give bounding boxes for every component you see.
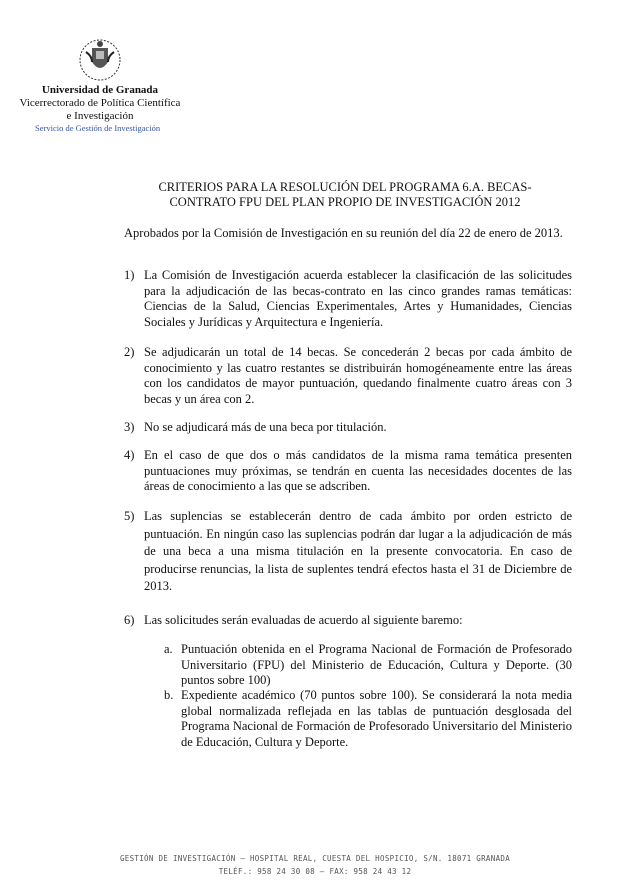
item-number: 6): [124, 613, 135, 627]
item-number: 5): [124, 509, 135, 523]
approval-statement: Aprobados por la Comisión de Investigación en su reunión del día 22 de enero de 2013.: [124, 226, 563, 240]
item-text: En el caso de que dos o más candidatos de la misma rama temática presenten puntuaciones muy próximas, se tendrán en cuenta las necesidades docentes de las áreas de conocimiento a las que se adscriben.: [144, 448, 572, 493]
title-line1: CRITERIOS PARA LA RESOLUCIÓN DEL PROGRAMA 6.A. BECAS-: [158, 180, 532, 194]
sub-list-item: [164, 688, 572, 750]
item-number: 2): [124, 345, 135, 359]
subitem-letter: b.: [164, 688, 174, 702]
vicerrectorado-line1: Vicerrectorado de Política Científica: [19, 97, 181, 109]
list-item: [124, 448, 572, 495]
item-text: Las suplencias se establecerán dentro de cada ámbito por orden estricto de puntuación. En ningún caso las suplencias podrán dar lugar a la adjudicación de más de una beca a una misma titulación en la presente convocatoria. En caso de producirse renuncias, la lista de suplentes tendrá efectos hasta el 31 de Diciembre de 2013.: [144, 509, 572, 593]
item-number: 1): [124, 268, 135, 282]
subitem-text: Puntuación obtenida en el Programa Nacional de Formación de Profesorado Universitario (FPU) del Ministerio de Educación, Cultura y Deporte. (30 puntos sobre 100): [181, 642, 572, 687]
title-line2: CONTRATO FPU DEL PLAN PROPIO DE INVESTIGACIÓN 2012: [169, 195, 521, 209]
item-text: Se adjudicarán un total de 14 becas. Se concederán 2 becas por cada ámbito de conocimiento y las cuatro restantes se distribuirán homogéneamente entre las áreas con los candidatos de mayor puntuación, quedando finalmente cuatro áreas con 3 becas y un área con 2.: [144, 345, 572, 406]
item-text: Las solicitudes serán evaluadas de acuerdo al siguiente baremo:: [144, 613, 463, 627]
university-crest-icon: [78, 36, 122, 84]
list-item: [124, 508, 572, 596]
page-footer: [0, 852, 630, 878]
subitem-letter: a.: [164, 642, 173, 656]
sub-list-item: [164, 642, 572, 689]
servicio-name: Servicio de Gestión de Investigación: [35, 123, 161, 133]
document-title: [140, 180, 550, 210]
letterhead: [0, 36, 200, 123]
item-text: No se adjudicará más de una beca por titulación.: [144, 420, 387, 434]
vicerrectorado-line2: e Investigación: [66, 110, 134, 122]
item-number: 4): [124, 448, 135, 462]
list-item: [124, 345, 572, 407]
list-item: [124, 613, 572, 629]
subitem-text: Expediente académico (70 puntos sobre 100). Se considerará la nota media global normalizada reflejada en las tablas de puntuación desglosada del Programa Nacional de Formación de Profesorado Universitario del Ministerio de Educación, Cultura y Deporte.: [181, 688, 572, 749]
list-item: [124, 420, 572, 436]
footer-phone: TELÉF.: 958 24 30 08 – FAX: 958 24 43 12: [218, 867, 412, 876]
university-name: Universidad de Granada: [41, 84, 159, 96]
item-number: 3): [124, 420, 135, 434]
item-text: La Comisión de Investigación acuerda establecer la clasificación de las solicitudes para la adjudicación de las becas-contrato en las cinco grandes ramas temáticas: Ciencias de la Salud, Ciencias Experimentales, Artes y Humanidades, Ciencias Sociales y Jurídicas y Arquitectura e Ingeniería.: [144, 268, 572, 329]
list-item: [124, 268, 572, 330]
footer-address: GESTIÓN DE INVESTIGACIÓN – HOSPITAL REAL, CUESTA DEL HOSPICIO, S/N. 18071 GRANADA: [119, 854, 511, 863]
